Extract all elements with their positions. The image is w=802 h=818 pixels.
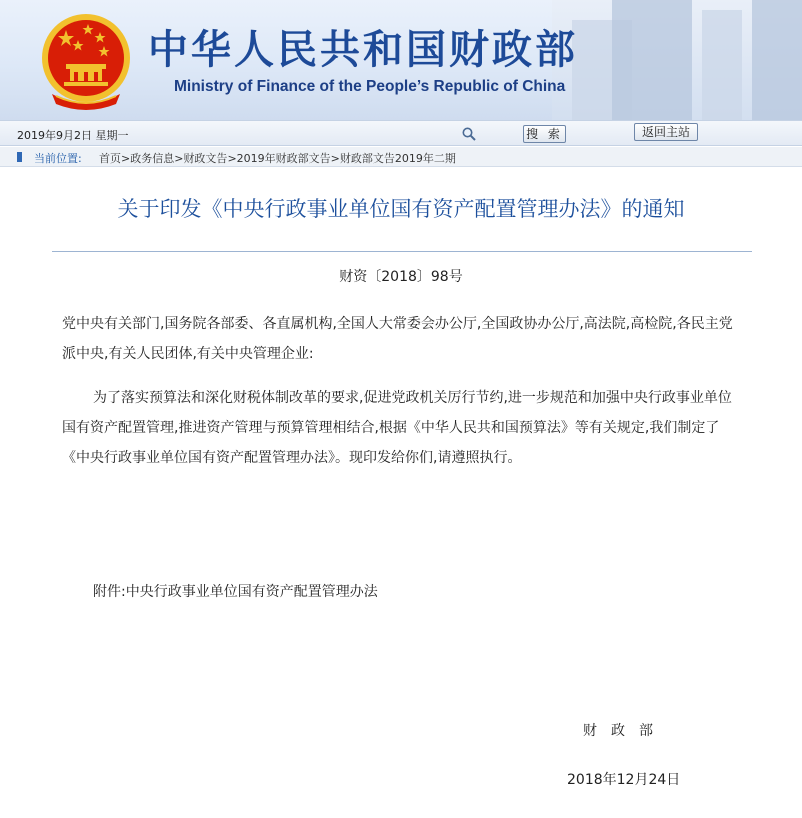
breadcrumb-item-2019-notices[interactable]: 2019年财政部文告 xyxy=(236,152,331,165)
breadcrumb-item-government-info[interactable]: 政务信息 xyxy=(130,152,175,165)
breadcrumb-separator: > xyxy=(121,152,131,165)
document-number: 财资〔2018〕98号 xyxy=(339,269,463,285)
breadcrumb-marker-icon xyxy=(17,152,22,162)
site-header xyxy=(0,0,802,120)
breadcrumb-label: 当前位置: xyxy=(34,152,82,165)
document-date: 2018年12月24日 xyxy=(567,772,681,788)
breadcrumb-item-home[interactable]: 首页 xyxy=(99,152,121,165)
search-icon[interactable] xyxy=(461,126,477,142)
title-divider xyxy=(52,251,752,252)
breadcrumb-item-finance-notices[interactable]: 财政文告 xyxy=(183,152,228,165)
document-signature: 财政部 xyxy=(583,723,667,739)
breadcrumb xyxy=(0,147,802,167)
site-title-en: Ministry of Finance of the People’s Republic of China xyxy=(174,78,566,95)
site-title-cn: 中华人民共和国财政部 xyxy=(148,26,578,73)
document-title: 关于印发《中央行政事业单位国有资产配置管理办法》的通知 xyxy=(117,197,685,221)
document-body: 为了落实预算法和深化财税体制改革的要求,促进党政机关厉行节约,进一步规范和加强中央行政事业单位国有资产配置管理,推进资产管理与预算管理相结合,根据《中华人民共和国预算法》等有关规定,我们制定了《中央行政事业单位国有资产配置管理办法》。现印发给你们,请遵照执行。 xyxy=(62,390,732,466)
breadcrumb-item-2019-issue-2[interactable]: 财政部文告2019年二期 xyxy=(339,152,456,165)
breadcrumb-separator: > xyxy=(174,152,184,165)
top-toolbar xyxy=(0,120,802,146)
document-attachment: 附件:中央行政事业单位国有资产配置管理办法 xyxy=(93,584,378,600)
breadcrumb-separator: > xyxy=(227,152,237,165)
national-emblem-icon xyxy=(38,8,134,112)
breadcrumb-separator: > xyxy=(330,152,340,165)
search-button[interactable]: 搜 索 xyxy=(523,125,566,143)
back-to-main-site-button[interactable]: 返回主站 xyxy=(634,123,698,141)
document-addressee: 党中央有关部门,国务院各部委、各直属机构,全国人大常委会办公厅,全国政协办公厅,高法院,高检院,各民主党派中央,有关人民团体,有关中央管理企业: xyxy=(62,316,733,362)
current-date: 2019年9月2日 星期一 xyxy=(17,129,129,142)
breadcrumb-path xyxy=(99,150,456,166)
header-skyline xyxy=(552,0,802,120)
